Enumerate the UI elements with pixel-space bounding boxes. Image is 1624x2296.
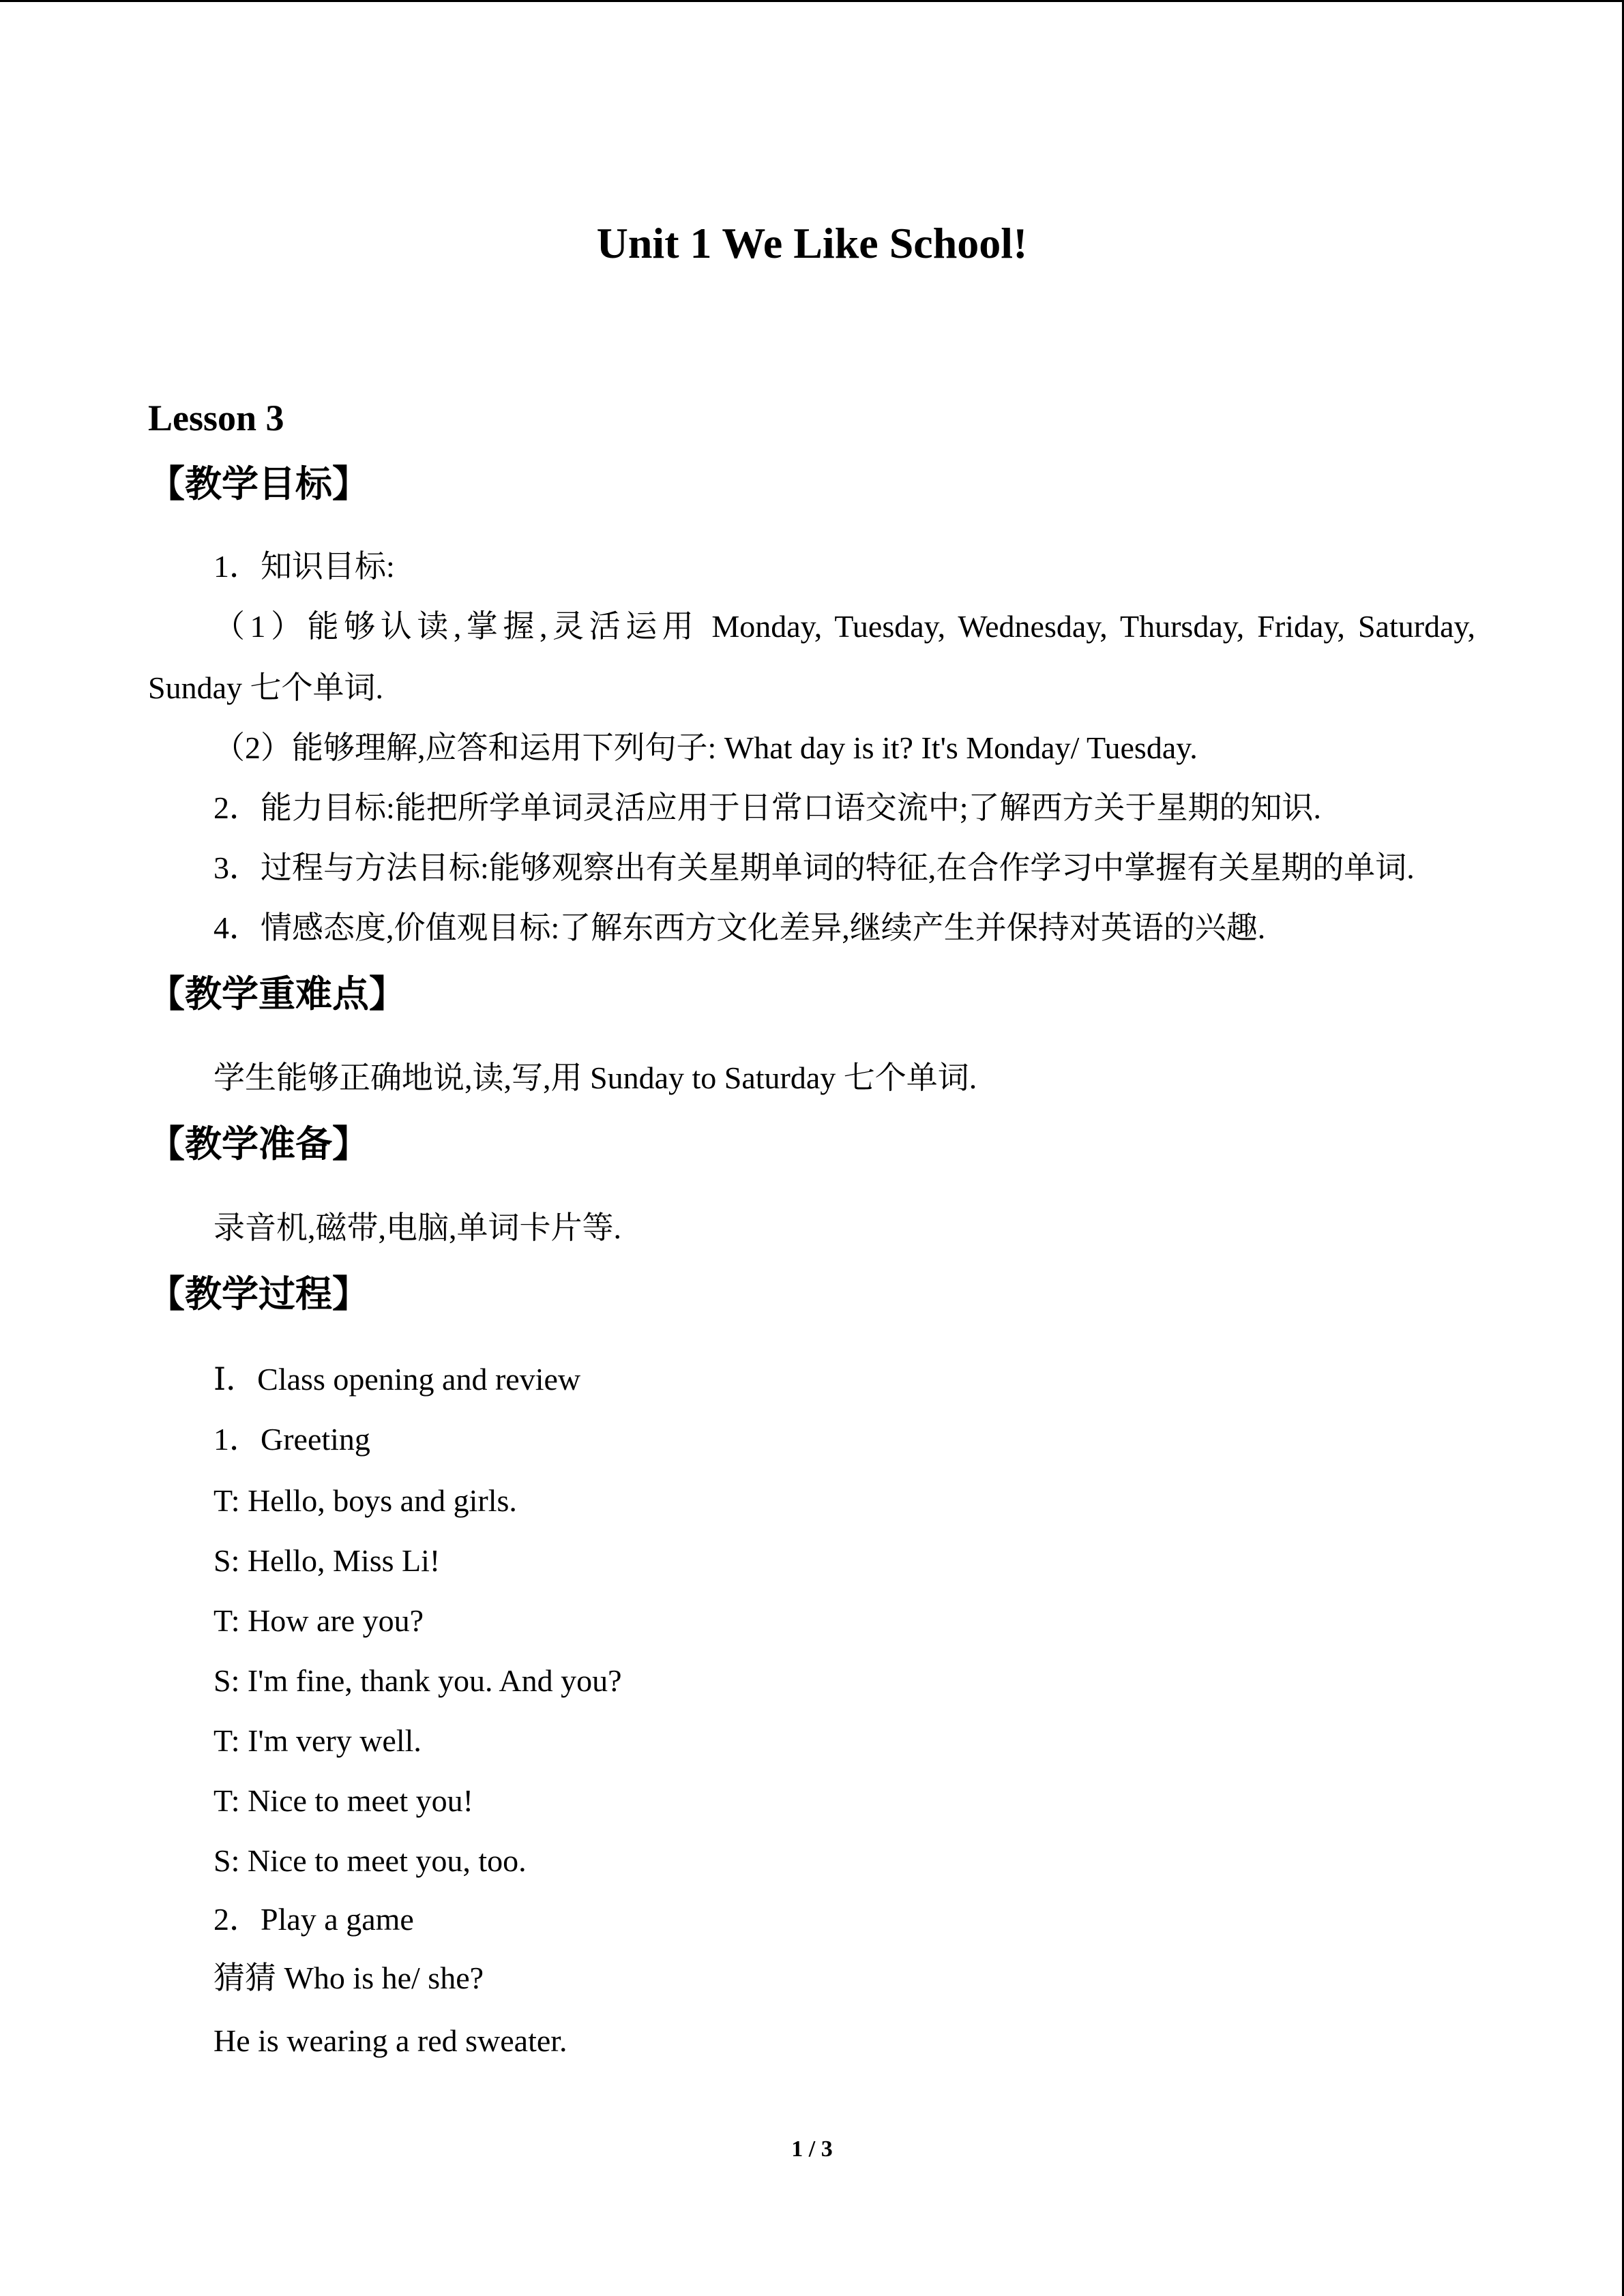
game-line-2: He is wearing a red sweater. [213,2023,567,2058]
key-points-heading: 【教学重难点】 [148,972,406,1015]
lesson-heading: Lesson 3 [148,398,284,438]
dialogue-line: S: I'm fine, thank you. And you? [213,1663,622,1698]
preparation-text: 录音机,磁带,电脑,单词卡片等. [213,1210,621,1245]
page-number: 1 / 3 [791,2136,833,2162]
process-heading: 【教学过程】 [148,1272,369,1315]
page-top-border [0,0,1624,2]
dialogue-line: T: How are you? [213,1603,424,1638]
dialogue-line: T: I'm very well. [213,1723,422,1758]
document-title: Unit 1 We Like School! [596,219,1028,267]
preparation-heading: 【教学准备】 [148,1122,369,1165]
dialogue-line: T: Nice to meet you! [213,1783,473,1818]
dialogue-line: T: Hello, boys and girls. [213,1483,517,1518]
process-sub-1: 1．Greeting [213,1422,370,1457]
game-line-1: 猜猜 Who is he/ she? [213,1960,484,1995]
objective-item-1-sub-2: （2）能够理解,应答和运用下列句子: What day is it? It's Monday/ Tuesday. [213,730,1198,765]
objective-item-3: 3．过程与方法目标:能够观察出有关星期单词的特征,在合作学习中掌握有关星期的单词. [213,850,1415,885]
dialogue-line: S: Hello, Miss Li! [213,1543,441,1578]
key-points-text: 学生能够正确地说,读,写,用 Sunday to Saturday 七个单词. [213,1060,977,1095]
dialogue-line: S: Nice to meet you, too. [213,1843,527,1878]
process-step-1: Ⅰ．Class opening and review [213,1362,581,1397]
objective-item-1-sub-1-line-a: （1）能够认读,掌握,灵活运用 Monday, Tuesday, Wednesday, Thursday, Friday, Saturday, [213,609,1475,644]
objective-item-1: 1．知识目标: [213,549,395,584]
objective-item-2: 2．能力目标:能把所学单词灵活应用于日常口语交流中;了解西方关于星期的知识. [213,790,1322,825]
objective-item-1-sub-1-line-b: Sunday 七个单词. [148,670,383,705]
objectives-heading: 【教学目标】 [148,462,369,505]
objective-item-4: 4．情感态度,价值观目标:了解东西方文化差异,继续产生并保持对英语的兴趣. [213,910,1266,945]
process-sub-2: 2．Play a game [213,1902,414,1937]
